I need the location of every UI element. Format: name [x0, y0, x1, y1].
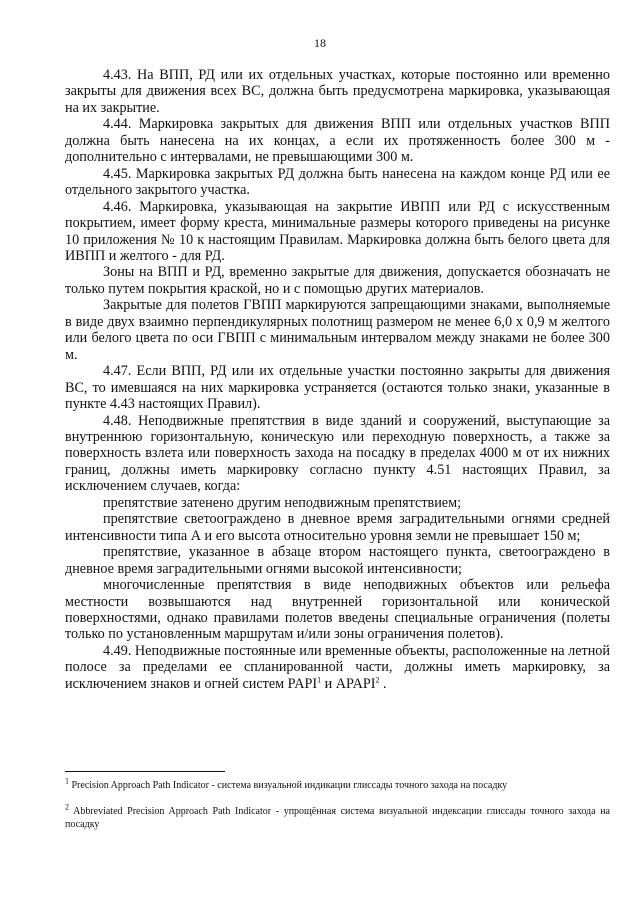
paragraph-closed-zones: Зоны на ВПП и РД, временно закрытые для движения, допускается обозначать не только путем покрытия краской, но и с помощью других материалов. — [65, 264, 610, 297]
paragraph-4-43: 4.43. На ВПП, РД или их отдельных участках, которые постоянно или временно закрыты для движения всех ВС, должна быть предусмотрена маркировка, указывающая на их закрытие. — [65, 67, 610, 116]
paragraph-4-44: 4.44. Маркировка закрытых для движения ВПП или отдельных участков ВПП должна быть нанесена на их концах, а если их протяженность более 300 м - дополнительно с интервалами, не превышающими 300 м. — [65, 116, 610, 166]
footnote-ref-1: 1 — [317, 675, 322, 685]
paragraph-4-46: 4.46. Маркировка, указывающая на закрытие ИВПП или РД с искусственным покрытием, имеет форму креста, минимальные размеры которого приведены на рисунке 10 приложения № 10 к настоящим Правилам. Маркировка должна быть белого цвета для ИВПП и желтого - для РД. — [65, 198, 610, 264]
exception-item-multiple-obstacles: многочисленные препятствия в виде неподвижных объектов или рельефа местности возвышаются над внутренней горизонтальной или конической поверхностями, однако правилами полетов введены специальные ограничения (полеты только по установленным маршрутам и/или зоны ограничения полетов). — [65, 577, 610, 643]
paragraph-4-47: 4.47. Если ВПП, РД или их отдельные участки постоянно закрыты для движения ВС, то имевшаяся на них маркировка устраняется (остаются только знаки, указанные в пункте 4.43 настоящих Правил). — [65, 363, 610, 413]
document-body — [65, 67, 610, 692]
footnote-2 — [65, 802, 610, 831]
footnote-ref-2: 2 — [375, 675, 380, 685]
paragraph-4-49-end: . — [379, 675, 387, 692]
term-papi: PAPI — [287, 675, 318, 692]
paragraph-4-45: 4.45. Маркировка закрытых РД должна быть нанесена на каждом конце РД или ее отдельного закрытого участка. — [65, 165, 610, 199]
paragraph-closed-gvpp: Закрытые для полетов ГВПП маркируются запрещающими знаками, выполняемые в виде двух взаимно перпендикулярных полотнищ размером не менее 6,0 х 0,9 м желтого или белого цвета по оси ГВПП с минимальным интервалом между знаками не более 300 м. — [65, 297, 610, 363]
footnote-1 — [65, 776, 610, 792]
footnote-text-1: Precision Approach Path Indicator - система визуальной индикации глиссады точного захода на посадку — [69, 780, 508, 791]
footnote-mark-1: 1 — [65, 776, 69, 786]
footnote-mark-2: 2 — [65, 802, 69, 812]
exception-item-high-lights: препятствие, указанное в абзаце втором настоящего пункта, светоограждено в дневное время заградительными огнями высокой интенсивности; — [65, 544, 610, 577]
paragraph-4-49 — [65, 643, 610, 692]
footnote-text-2: Abbreviated Precision Approach Path Indicator - упрощённая система визуальной индексации глиссады точного захода на посадку — [65, 806, 610, 830]
term-apapi: APAPI — [335, 675, 376, 692]
paragraph-4-49-joiner: и — [321, 675, 336, 692]
exception-item-shadowed: препятствие затенено другим неподвижным препятствием; — [103, 494, 462, 511]
footnote-separator — [65, 771, 225, 772]
exception-item-medium-lights: препятствие светоограждено в дневное время заградительными огнями средней интенсивности типа А и его высота относительно уровня земли не превышает 150 м; — [65, 511, 610, 544]
paragraph-4-48: 4.48. Неподвижные препятствия в виде зданий и сооружений, выступающие за внутреннюю горизонтальную, коническую или переходную поверхность, а также за поверхность взлета или поверхность захода на посадку в пределах 4000 м от их нижних границ, должны иметь маркировку согласно пункту 4.51 настоящих Правил, за исключением случаев, когда: — [65, 412, 610, 495]
footnotes — [65, 776, 610, 844]
paragraph-4-49-text: 4.49. Неподвижные постоянные или временные объекты, расположенные на летной полосе за пределами ее спланированной части, должны иметь маркировку, за исключением знаков и огней систем — [65, 642, 610, 692]
page-number: 18 — [314, 36, 326, 50]
